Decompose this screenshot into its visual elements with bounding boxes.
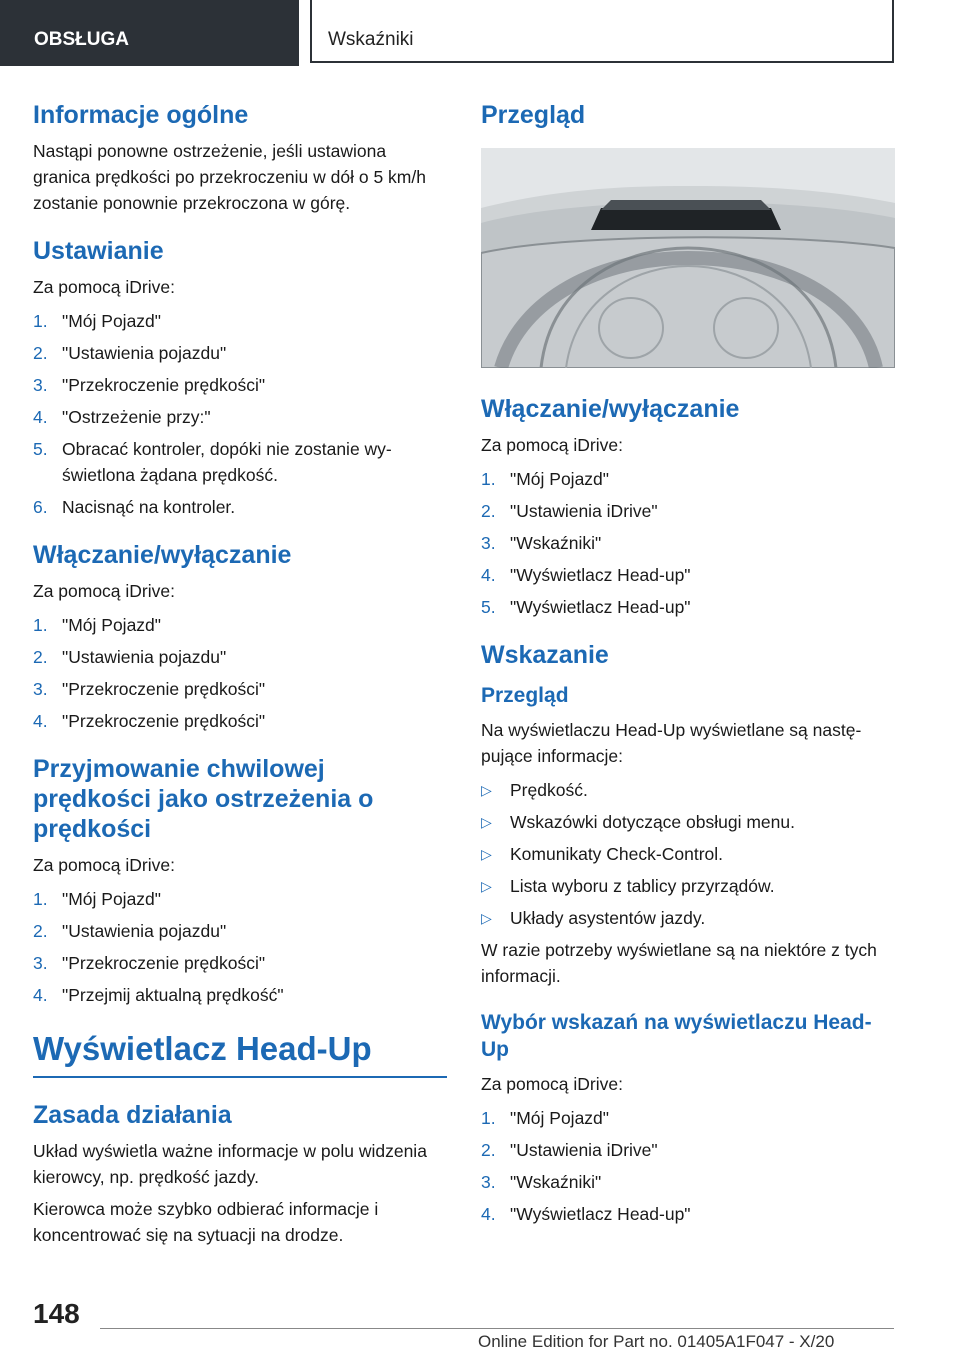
list-item: 2. "Ustawienia pojazdu": [33, 647, 227, 667]
list-item: 1. "Mój Pojazd": [481, 469, 609, 489]
list-item: 4. "Ostrzeżenie przy:": [33, 407, 211, 427]
triangle-bullet-icon: ▷: [481, 910, 492, 926]
list-item: ▷ Prędkość.: [481, 777, 895, 803]
list-item: 5. Obracać kontroler, dopóki nie zostanie wyświetlona żądana prędkość.: [33, 439, 392, 485]
onoff-intro-right: Za pomocą iDrive:: [481, 435, 623, 455]
list-item: 3. "Wskaźniki": [481, 533, 602, 553]
onoff-title-right: Włączanie/wyłączanie: [481, 395, 740, 423]
principle-text-1: Układ wyświetla ważne informacje w polu widzenia kierowcy, np. prędkość jazdy.: [33, 1141, 427, 1187]
list-item: 1. "Mój Pojazd": [481, 1108, 609, 1128]
display-title: Wskazanie: [481, 641, 609, 669]
section-tab: [0, 0, 299, 66]
dashboard-illustration-graphic: [481, 148, 895, 368]
selection-title: Wybór wskazań na wyświetlaczu Head-Up: [481, 1011, 872, 1061]
list-item: 1. "Mój Pojazd": [33, 615, 161, 635]
display-overview-title: Przegląd: [481, 684, 569, 707]
display-overview-section: [481, 682, 895, 989]
list-item: 2. "Ustawienia iDrive": [481, 501, 658, 521]
general-info-section: [33, 100, 447, 216]
setting-intro: Za pomocą iDrive:: [33, 277, 175, 297]
onoff-section-right: [481, 394, 895, 620]
chapter-rule: [33, 1076, 447, 1078]
list-item: ▷ Komunikaty Check-Control.: [481, 841, 895, 867]
list-item: 2. "Ustawienia pojazdu": [33, 921, 227, 941]
list-item: 1. "Mój Pojazd": [33, 889, 161, 909]
triangle-bullet-icon: ▷: [481, 782, 492, 798]
left-column: [33, 100, 447, 1268]
adopt-speed-section: [33, 754, 447, 1008]
onoff-steps-right: [481, 466, 895, 620]
list-item: 3. "Przekroczenie prędkości": [33, 953, 266, 973]
list-item: 2. "Ustawienia iDrive": [481, 1140, 658, 1160]
hud-dashboard-illustration: [481, 148, 895, 368]
list-item: 4. "Przekroczenie prędkości": [33, 711, 266, 731]
hud-chapter-title: Wyświetlacz Head-Up: [33, 1030, 372, 1067]
adopt-speed-title: Przyjmowanie chwilowej prędkości jako ostrzeżenia o prędkości: [33, 755, 374, 843]
adopt-speed-steps: [33, 886, 447, 1008]
list-item: 4. "Wyświetlacz Head-up": [481, 1204, 691, 1224]
selection-section: [481, 1009, 895, 1227]
general-info-title: Informacje ogólne: [33, 101, 249, 129]
chapter-tab: [310, 0, 894, 63]
list-item: 4. "Wyświetlacz Head-up": [481, 565, 691, 585]
list-item: 1. "Mój Pojazd": [33, 311, 161, 331]
triangle-bullet-icon: ▷: [481, 814, 492, 830]
list-item: 2. "Ustawienia pojazdu": [33, 343, 227, 363]
display-overview-text: Na wyświetlaczu Head-Up wyświetlane są następujące informacje:: [481, 720, 862, 766]
list-item: 6. Nacisnąć na kontroler.: [33, 497, 236, 517]
onoff-title-left: Włączanie/wyłączanie: [33, 541, 292, 569]
right-column: [481, 100, 895, 1247]
onoff-section-left: [33, 540, 447, 734]
triangle-bullet-icon: ▷: [481, 846, 492, 862]
list-item: 4. "Przejmij aktualną prędkość": [33, 985, 284, 1005]
display-after-text: W razie potrzeby wyświetlane są na niektóre z tych informacji.: [481, 940, 877, 986]
selection-intro: Za pomocą iDrive:: [481, 1074, 623, 1094]
list-item: ▷ Wskazówki dotyczące obsługi menu.: [481, 809, 895, 835]
footer-rule: [100, 1328, 894, 1329]
list-item: 5. "Wyświetlacz Head-up": [481, 597, 691, 617]
display-bullets: [481, 777, 895, 931]
selection-steps: [481, 1105, 895, 1227]
onoff-steps-left: [33, 612, 447, 734]
list-item: 3. "Przekroczenie prędkości": [33, 375, 266, 395]
list-item: ▷ Układy asystentów jazdy.: [481, 905, 895, 931]
list-item: 3. "Przekroczenie prędkości": [33, 679, 266, 699]
adopt-speed-intro: Za pomocą iDrive:: [33, 855, 175, 875]
overview-title: Przegląd: [481, 101, 586, 129]
triangle-bullet-icon: ▷: [481, 878, 492, 894]
chapter-label: Wskaźniki: [328, 29, 414, 50]
principle-section: [33, 1100, 447, 1248]
principle-text-2: Kierowca może szybko odbierać informacje i koncentrować się na sytuacji na drodze.: [33, 1199, 379, 1245]
general-info-text: Nastąpi ponowne ostrzeżenie, jeśli ustawiona granica prędkości po przekroczeniu w dół o 5 km/h zostanie ponownie przekroczona w górę.: [33, 141, 426, 213]
page-number: 148: [33, 1298, 80, 1329]
list-item: ▷ Lista wyboru z tablicy przyrządów.: [481, 873, 895, 899]
setting-title: Ustawianie: [33, 237, 164, 265]
onoff-intro-left: Za pomocą iDrive:: [33, 581, 175, 601]
section-label: OBSŁUGA: [34, 29, 129, 50]
principle-title: Zasada działania: [33, 1101, 232, 1129]
setting-steps: [33, 308, 447, 520]
edition-note: Online Edition for Part no. 01405A1F047 - X/20: [478, 1332, 835, 1351]
setting-section: [33, 236, 447, 520]
list-item: 3. "Wskaźniki": [481, 1172, 602, 1192]
